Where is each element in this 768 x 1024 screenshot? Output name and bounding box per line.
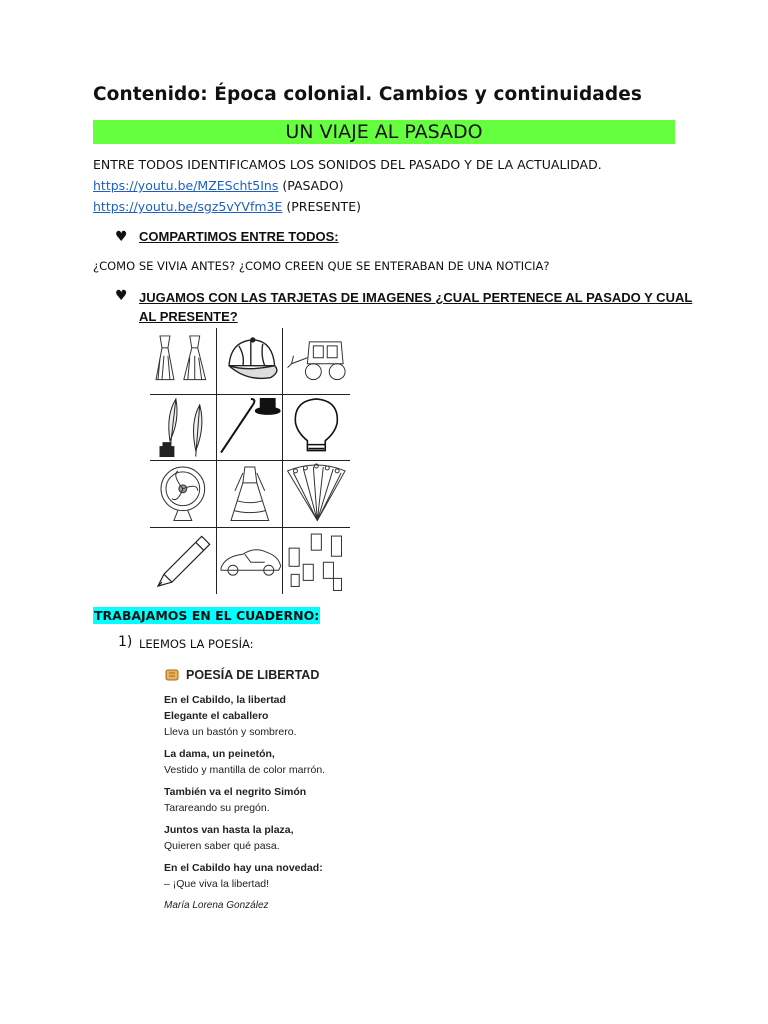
colonial-dress-icon	[217, 461, 283, 527]
poem-line: Juntos van hasta la plaza,	[164, 824, 294, 836]
cap-icon	[217, 328, 283, 394]
poem-stanza	[164, 860, 424, 892]
hand-fan-icon	[283, 461, 350, 527]
image-cards-grid	[150, 328, 350, 594]
card-lanterns[interactable]	[283, 528, 350, 595]
card-hand-fan[interactable]	[283, 461, 350, 528]
poem-line: – ¡Que viva la libertad!	[164, 878, 270, 890]
card-carriage[interactable]	[283, 328, 350, 395]
pen-icon	[150, 528, 216, 595]
work-heading: TRABAJAMOS EN EL CUADERNO:	[94, 608, 320, 623]
dresses-icon	[150, 328, 216, 394]
quill-inkwell-icon	[150, 395, 216, 461]
intro-text: ENTRE TODOS IDENTIFICAMOS LOS SONIDOS DEL PASADO Y DE LA ACTUALIDAD.	[93, 157, 602, 172]
poem-line: También va el negrito Simón	[164, 786, 307, 798]
link-note-past: (PASADO)	[282, 178, 344, 193]
poem-line: En el Cabildo hay una novedad:	[164, 862, 323, 874]
poem-stanza	[164, 784, 424, 816]
heading-line-2: AL PRESENTE?	[139, 309, 238, 324]
poem-line: La dama, un peinetón,	[164, 748, 275, 760]
page-title: Contenido: Época colonial. Cambios y continuidades	[93, 84, 642, 105]
card-cap[interactable]	[217, 328, 284, 395]
poem-card	[164, 668, 424, 911]
poem-stanzas	[164, 692, 424, 892]
lightbulb-icon	[283, 395, 350, 461]
question-text: ¿COMO SE VIVIA ANTES? ¿COMO CREEN QUE SE ENTERABAN DE UNA NOTICIA?	[93, 259, 550, 273]
carriage-icon	[283, 328, 350, 394]
youtube-link-present[interactable]: https://youtu.be/sgz5vYVfm3E	[93, 199, 283, 214]
poem-line: En el Cabildo, la libertad	[164, 694, 286, 706]
card-pen[interactable]	[150, 528, 217, 595]
section-heading-share: COMPARTIMOS ENTRE TODOS:	[139, 229, 339, 244]
heart-bullet-icon: ♥	[115, 288, 128, 304]
step-number: 1)	[118, 634, 133, 650]
poem-stanza	[164, 746, 424, 778]
poem-stanza	[164, 692, 424, 740]
step-text: LEEMOS LA POESÍA:	[139, 637, 254, 651]
section-heading-cards	[139, 288, 692, 326]
youtube-link-past[interactable]: https://youtu.be/MZEScht5Ins	[93, 178, 279, 193]
banner-title: UN VIAJE AL PASADO	[93, 120, 675, 144]
card-electric-fan[interactable]	[150, 461, 217, 528]
poem-line: Quieren saber qué pasa.	[164, 840, 280, 852]
fan-electric-icon	[150, 461, 216, 527]
poem-title-text: POESÍA DE LIBERTAD	[186, 668, 320, 682]
heart-bullet-icon: ♥	[115, 229, 128, 245]
poem-line: Lleva un bastón y sombrero.	[164, 726, 297, 738]
card-lightbulb[interactable]	[283, 395, 350, 462]
link-note-present: (PRESENTE)	[286, 199, 361, 214]
cane-tophat-icon	[217, 395, 283, 461]
poem-author: María Lorena González	[164, 900, 269, 911]
scroll-icon	[164, 668, 180, 682]
poem-stanza	[164, 822, 424, 854]
lanterns-icon	[283, 528, 350, 595]
poem-title	[164, 668, 424, 682]
card-car[interactable]	[217, 528, 284, 595]
card-quill-inkwell[interactable]	[150, 395, 217, 462]
card-colonial-dress[interactable]	[217, 461, 284, 528]
poem-line: Elegante el caballero	[164, 710, 269, 722]
card-dresses[interactable]	[150, 328, 217, 395]
heading-line-1: JUGAMOS CON LAS TARJETAS DE IMAGENES ¿CUAL PERTENECE AL PASADO Y CUAL	[139, 290, 693, 305]
card-cane-tophat[interactable]	[217, 395, 284, 462]
poem-line: Vestido y mantilla de color marrón.	[164, 764, 326, 776]
car-icon	[217, 528, 283, 595]
link-line-present	[93, 199, 361, 214]
poem-line: Tarareando su pregón.	[164, 802, 270, 814]
link-line-past	[93, 178, 344, 193]
